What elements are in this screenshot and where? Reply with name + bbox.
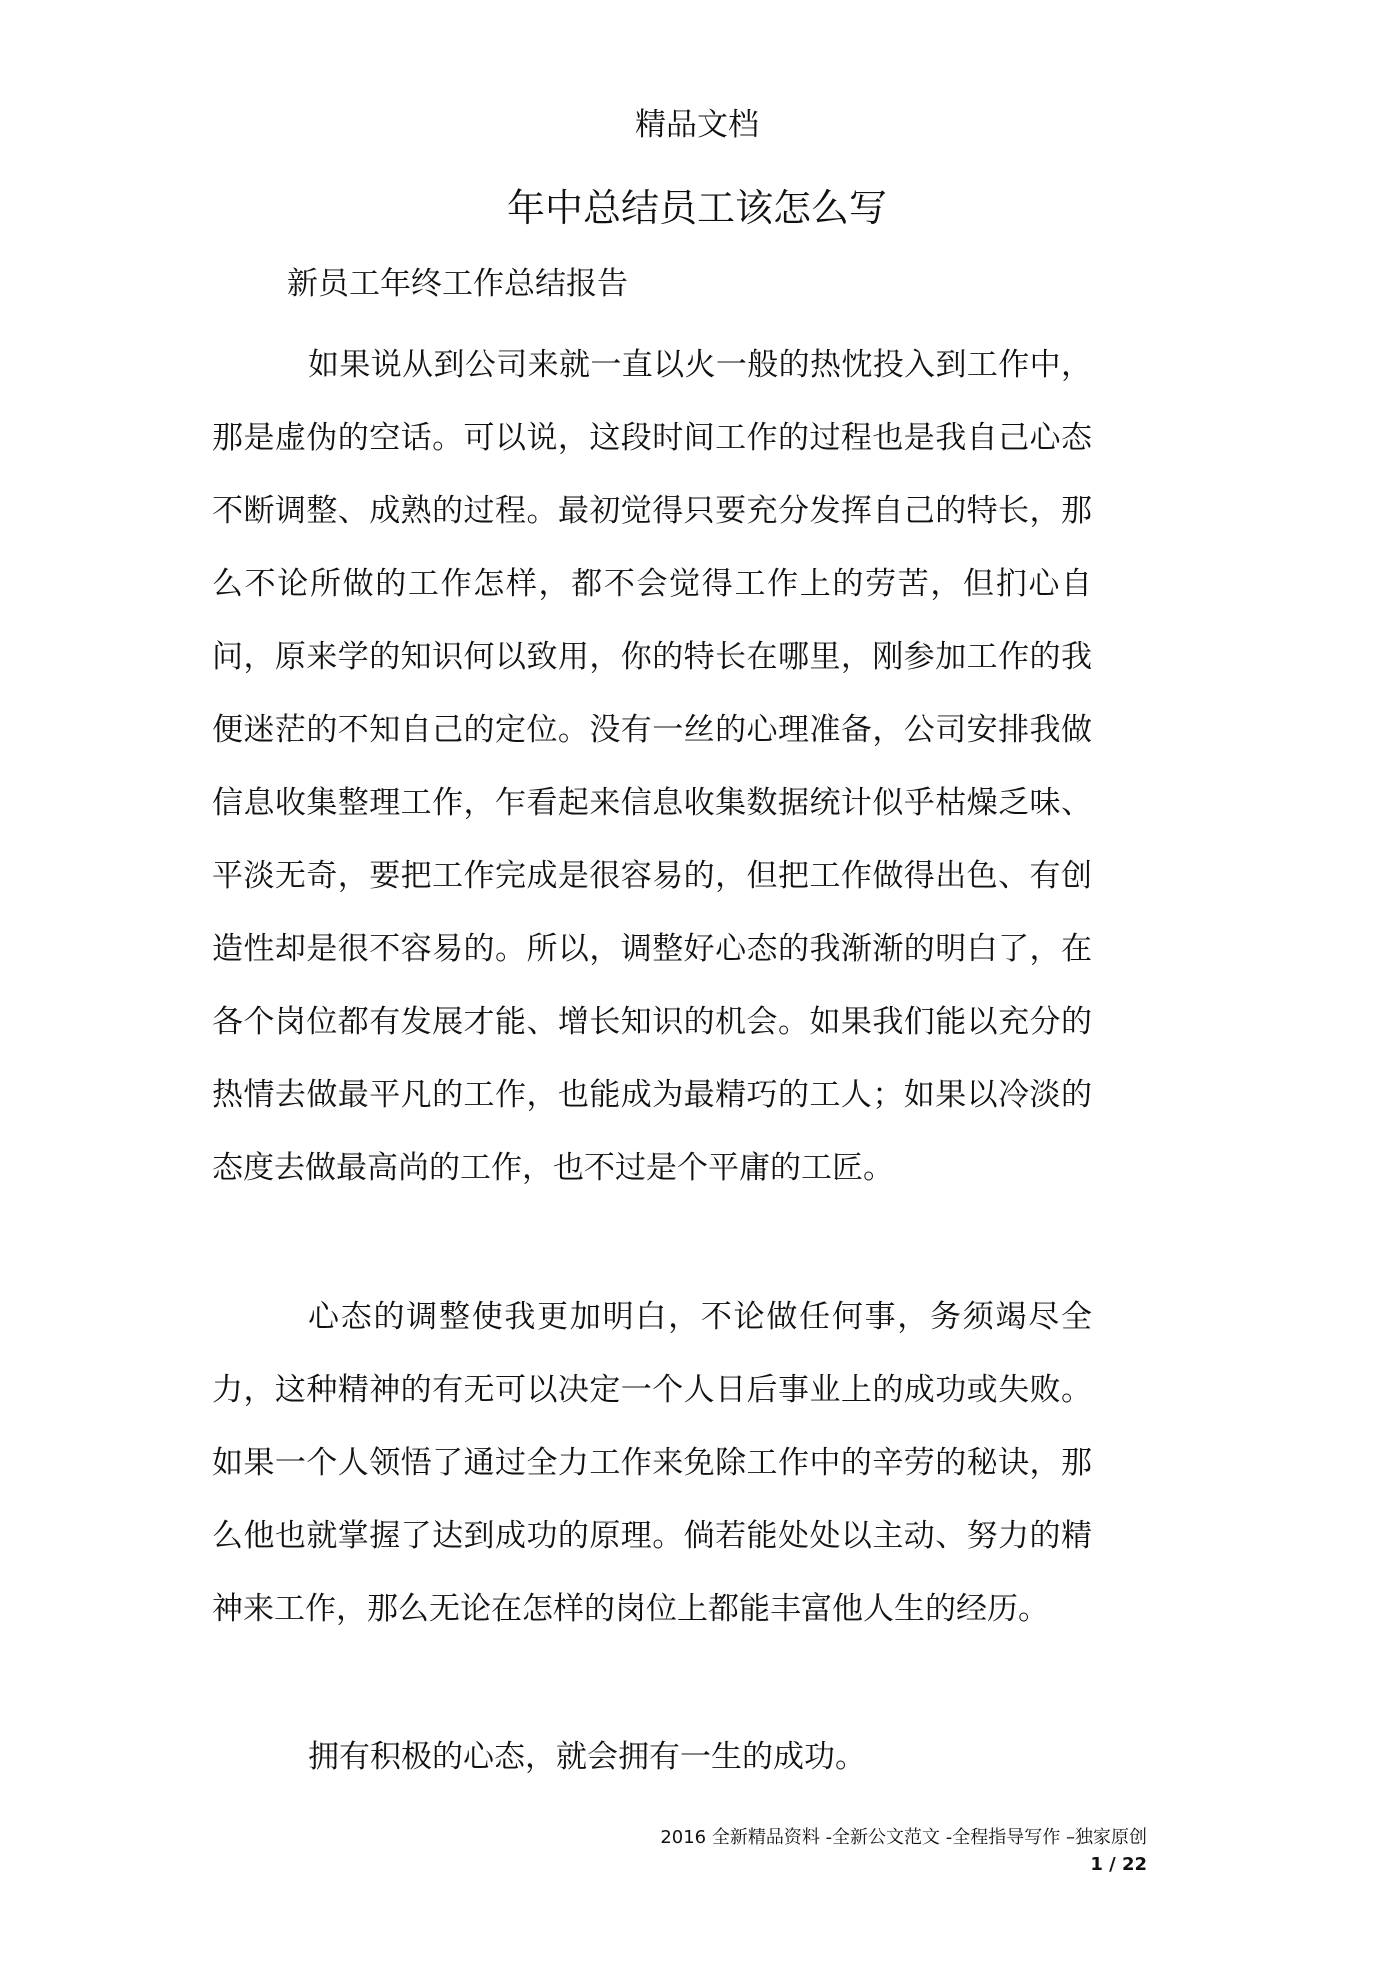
body-block-2 <box>212 1281 1092 1646</box>
document-title: 年中总结员工该怎么写 <box>506 186 887 230</box>
page-header: 精品文档 <box>635 107 759 143</box>
document-subtitle: 新员工年终工作总结报告 <box>287 266 628 302</box>
paragraph: 心态的调整使我更加明白，不论做任何事，务须竭尽全力，这种精神的有无可以决定一个人日后事业上的成功或失败。如果一个人领悟了通过全力工作来免除工作中的辛劳的秘诀，那么他也就掌握了达到成功的原理。倘若能处处以主动、努力的精神来工作，那么无论在怎样的岗位上都能丰富他人生的经历。 <box>212 1299 1092 1627</box>
body-block-3 <box>212 1721 1092 1794</box>
page-number: 1 / 22 <box>1090 1854 1147 1875</box>
footer-text: 2016 全新精品资料 -全新公文范文 -全程指导写作 –独家原创 <box>660 1827 1147 1848</box>
body-block-1 <box>212 329 1092 1205</box>
paragraph: 拥有积极的心态，就会拥有一生的成功。 <box>308 1739 866 1775</box>
paragraph: 如果说从到公司来就一直以火一般的热忱投入到工作中，那是虚伪的空话。可以说，这段时间工作的过程也是我自己心态不断调整、成熟的过程。最初觉得只要充分发挥自己的特长，那么不论所做的工作怎样，都不会觉得工作上的劳苦，但扪心自问，原来学的知识何以致用，你的特长在哪里，刚参加工作的我便迷茫的不知自己的定位。没有一丝的心理准备，公司安排我做信息收集整理工作，乍看起来信息收集数据统计似乎枯燥乏味、平淡无奇，要把工作完成是很容易的，但把工作做得出色、有创造性却是很不容易的。所以，调整好心态的我渐渐的明白了，在各个岗位都有发展才能、增长知识的机会。如果我们能以充分的热情去做最平凡的工作，也能成为最精巧的工人；如果以冷淡的态度去做最高尚的工作，也不过是个平庸的工匠。 <box>212 347 1092 1186</box>
